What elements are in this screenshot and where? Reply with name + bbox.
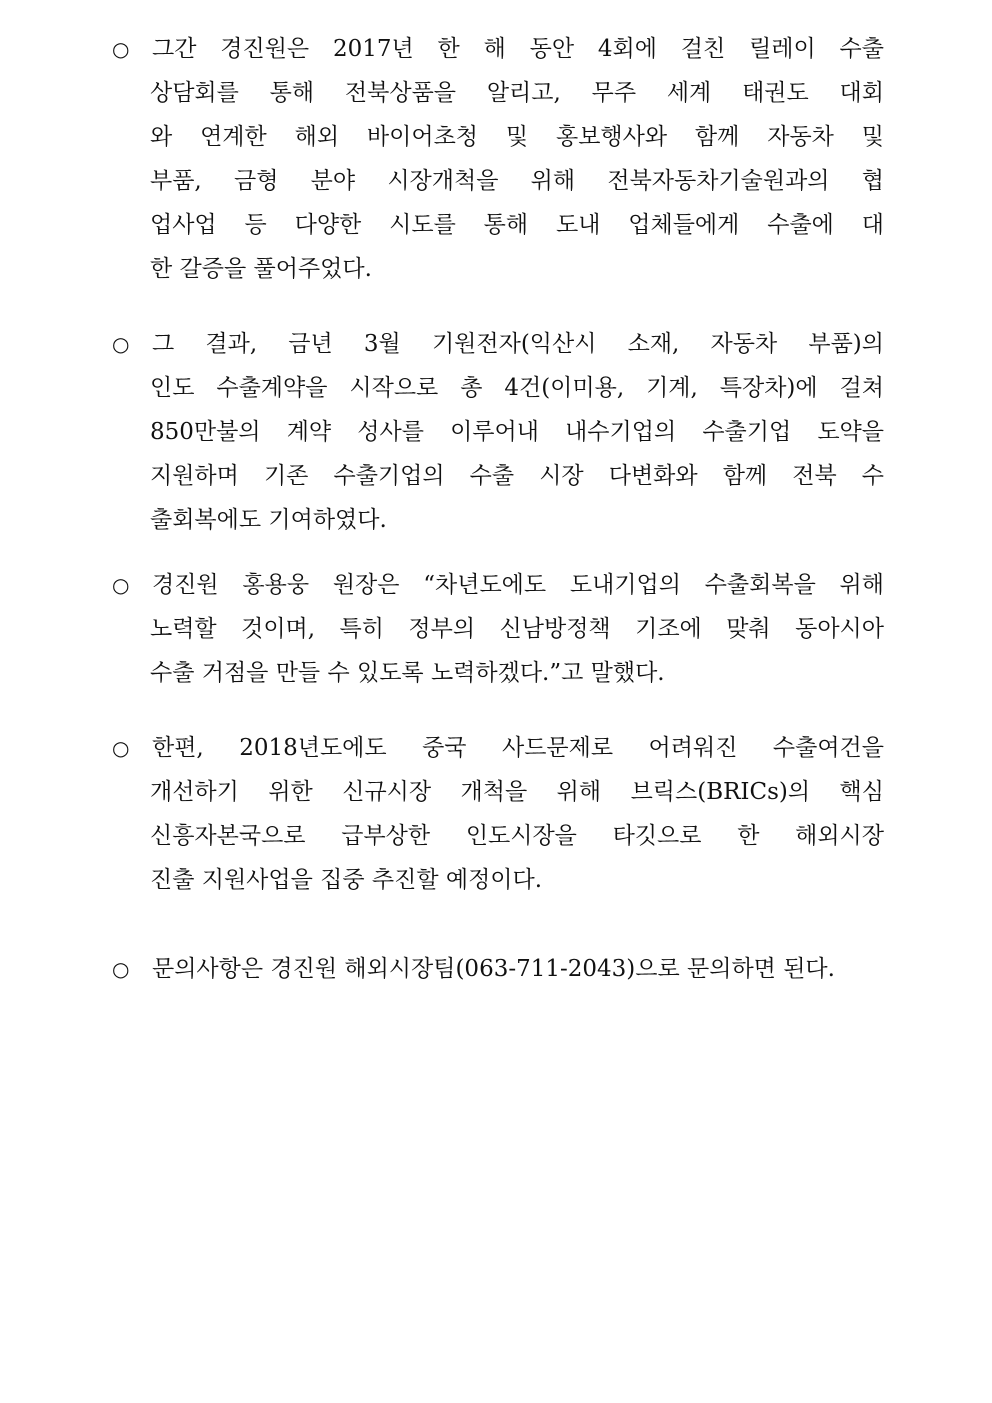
paragraph-line: 노력할 것이며, 특히 정부의 신남방정책 기조에 맞춰 동아시아 xyxy=(150,616,884,642)
paragraph-line: 부품, 금형 분야 시장개척을 위해 전북자동차기술원과의 협 xyxy=(150,168,884,194)
paragraph-line: 한 갈증을 풀어주었다. xyxy=(150,256,372,282)
circle-bullet-icon: ○ xyxy=(112,736,130,760)
paragraph-line: 신흥자본국으로 급부상한 인도시장을 타깃으로 한 해외시장 xyxy=(150,823,884,849)
paragraph-line: 인도 수출계약을 시작으로 총 4건(이미용, 기계, 특장차)에 걸쳐 xyxy=(150,375,884,401)
paragraph-line: 한편, 2018년도에도 중국 사드문제로 어려워진 수출여건을 xyxy=(152,735,884,761)
circle-bullet-icon: ○ xyxy=(112,37,130,61)
paragraph-line: 진출 지원사업을 집중 추진할 예정이다. xyxy=(150,867,543,893)
paragraph-line: 출회복에도 기여하였다. xyxy=(150,507,387,533)
paragraph-line: 와 연계한 해외 바이어초청 및 홍보행사와 함께 자동차 및 xyxy=(150,124,884,150)
paragraph-line: 업사업 등 다양한 시도를 통해 도내 업체들에게 수출에 대 xyxy=(150,212,884,238)
circle-bullet-icon: ○ xyxy=(112,957,130,981)
paragraph-line: 그간 경진원은 2017년 한 해 동안 4회에 걸친 릴레이 수출 xyxy=(152,36,884,62)
paragraph-contact-info xyxy=(112,947,892,991)
paragraph-director-quote xyxy=(112,563,892,695)
circle-bullet-icon: ○ xyxy=(112,332,130,356)
paragraph-results xyxy=(112,322,892,542)
paragraph-line: 그 결과, 금년 3월 기원전자(익산시 소재, 자동차 부품)의 xyxy=(152,331,884,357)
paragraph-line: 850만불의 계약 성사를 이루어내 내수기업의 수출기업 도약을 xyxy=(150,419,884,445)
paragraph-2018-plan xyxy=(112,726,892,902)
paragraph-line: 경진원 홍용웅 원장은 “차년도에도 도내기업의 수출회복을 위해 xyxy=(152,572,884,598)
paragraph-export-consultations xyxy=(112,27,892,291)
paragraph-line: 문의사항은 경진원 해외시장팀(063-711-2043)으로 문의하면 된다. xyxy=(152,956,835,982)
paragraph-line: 지원하며 기존 수출기업의 수출 시장 다변화와 함께 전북 수 xyxy=(150,463,884,489)
paragraph-line: 수출 거점을 만들 수 있도록 노력하겠다.”고 말했다. xyxy=(150,660,665,686)
paragraph-line: 개선하기 위한 신규시장 개척을 위해 브릭스(BRICs)의 핵심 xyxy=(150,779,884,805)
paragraph-line: 상담회를 통해 전북상품을 알리고, 무주 세계 태권도 대회 xyxy=(150,80,884,106)
circle-bullet-icon: ○ xyxy=(112,573,130,597)
